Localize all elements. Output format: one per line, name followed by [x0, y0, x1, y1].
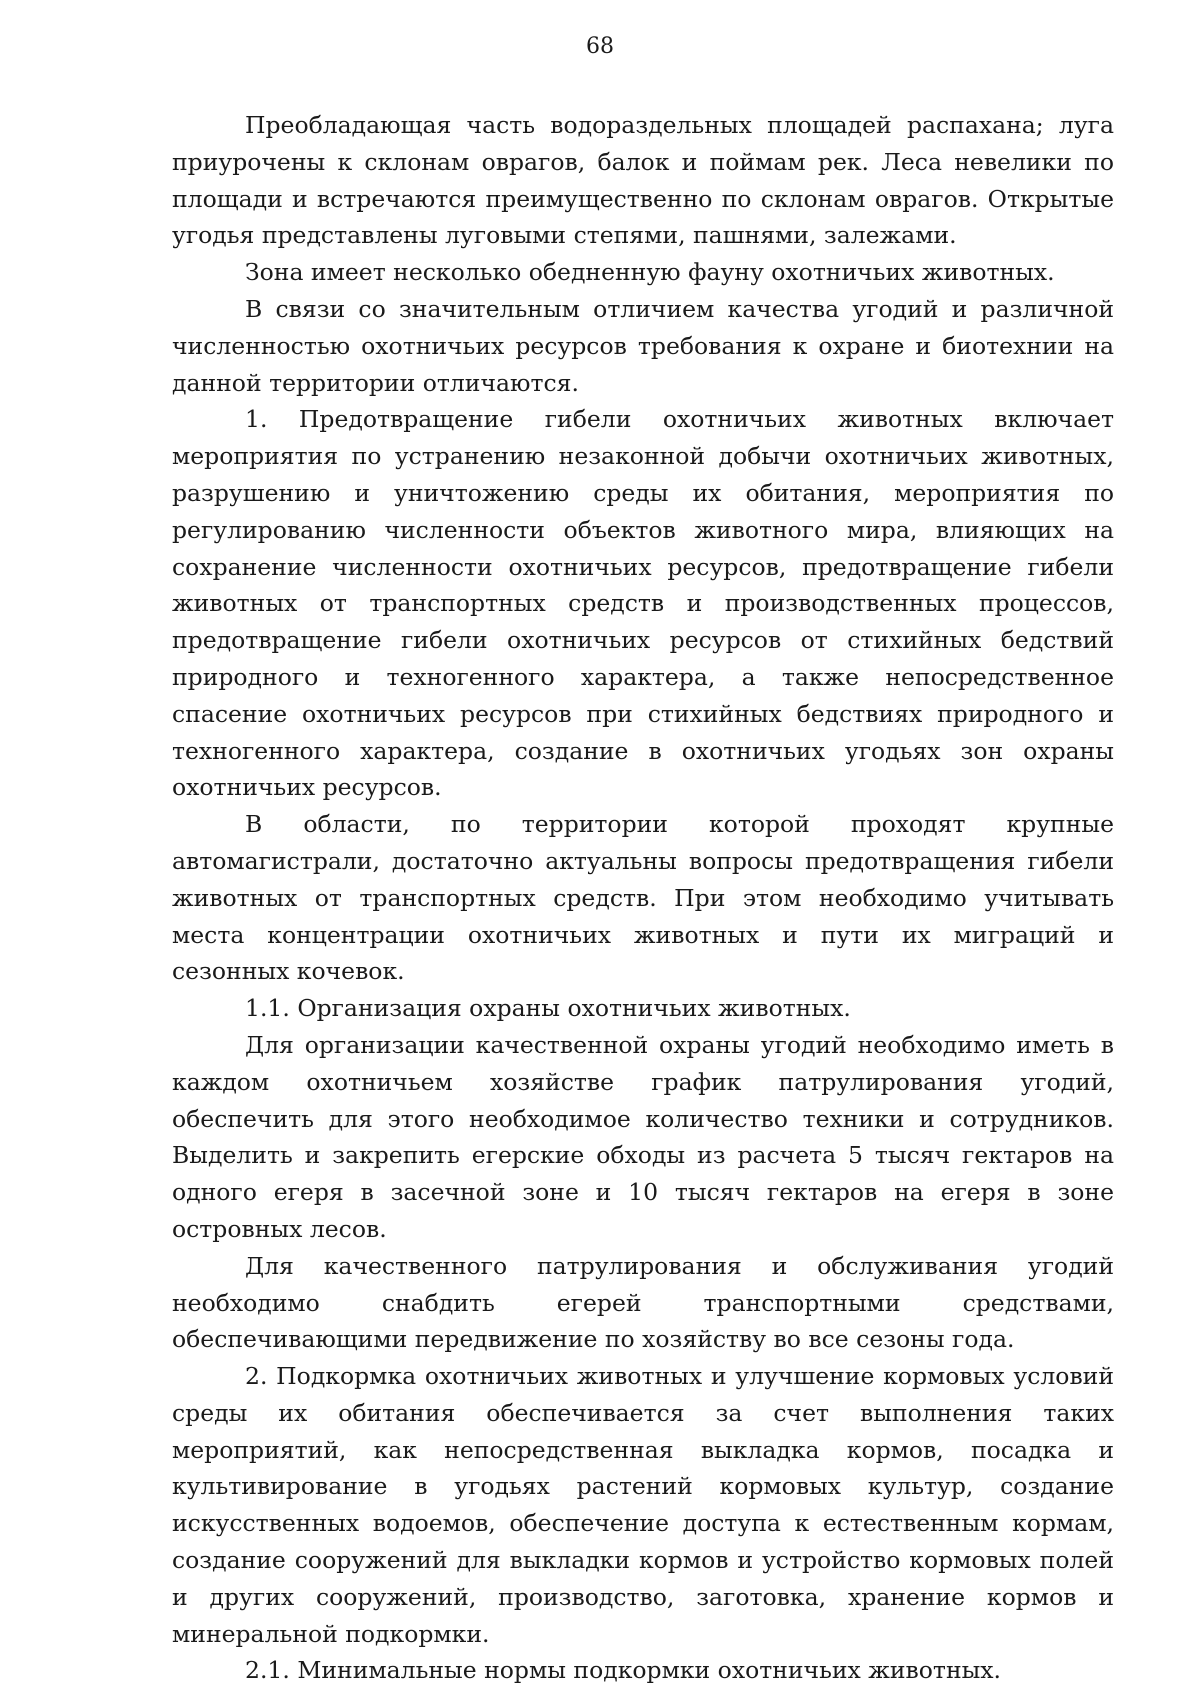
paragraph-requirements: В связи со значительным отличием качества угодий и различной численностью охотничьих ресурсов требования к охране и биотехнии на данной территории отличаются. [172, 294, 1114, 397]
paragraph-patrol-organization: Для организации качественной охраны угодий необходимо иметь в каждом охотничьем хозяйстве график патрулирования угодий, обеспечить для этого необходимое количество техники и сотрудников. Выделить и закрепить егерские обходы из расчета 5 тысяч гектаров на одного егеря в засечной зоне и 10 тысяч гектаров на егеря в зоне островных лесов. [172, 1030, 1114, 1243]
paragraph-section-2: 2. Подкормка охотничьих животных и улучшение кормовых условий среды их обитания обеспечивается за счет выполнения таких мероприятий, как непосредственная выкладка кормов, посадка и культивирование в угодьях растений кормовых культур, создание искусственных водоемов, обеспечение доступа к естественным кормам, создание сооружений для выкладки кормов и устройство кормовых полей и других сооружений, производство, заготовка, хранение кормов и минеральной подкормки. [172, 1362, 1114, 1648]
paragraph-heading-2-1: 2.1. Минимальные нормы подкормки охотничьих животных. [245, 1656, 1002, 1685]
paragraph-heading-1-1: 1.1. Организация охраны охотничьих животных. [245, 994, 851, 1023]
paragraph-highways: В области, по территории которой проходят крупные автомагистрали, достаточно актуальны вопросы предотвращения гибели животных от транспортных средств. При этом необходимо учитывать места концентрации охотничьих животных и пути их миграций и сезонных кочевок. [172, 810, 1114, 986]
paragraph-patrol-transport: Для качественного патрулирования и обслуживания угодий необходимо снабдить егерей транспортными средствами, обеспечивающими передвижение по хозяйству во все сезоны года. [172, 1251, 1114, 1354]
paragraph-fauna: Зона имеет несколько обедненную фауну охотничьих животных. [245, 258, 1055, 287]
paragraph-landscape: Преобладающая часть водораздельных площадей распахана; луга приурочены к склонам оврагов, балок и поймам рек. Леса невелики по площади и встречаются преимущественно по склонам оврагов. Открытые угодья представлены луговыми степями, пашнями, залежами. [172, 111, 1114, 250]
page-number: 68 [586, 34, 614, 59]
paragraph-section-1: 1. Предотвращение гибели охотничьих животных включает мероприятия по устранению незаконной добычи охотничьих животных, разрушению и уничтожению среды их обитания, мероприятия по регулированию численности объектов животного мира, влияющих на сохранение численности охотничьих ресурсов, предотвращение гибели животных от транспортных средств и производственных процессов, предотвращение гибели охотничьих ресурсов от стихийных бедствий природного и техногенного характера, а также непосредственное спасение охотничьих ресурсов при стихийных бедствиях природного и техногенного характера, создание в охотничьих угодьях зон охраны охотничьих ресурсов. [172, 405, 1114, 802]
document-body [172, 107, 1114, 1689]
